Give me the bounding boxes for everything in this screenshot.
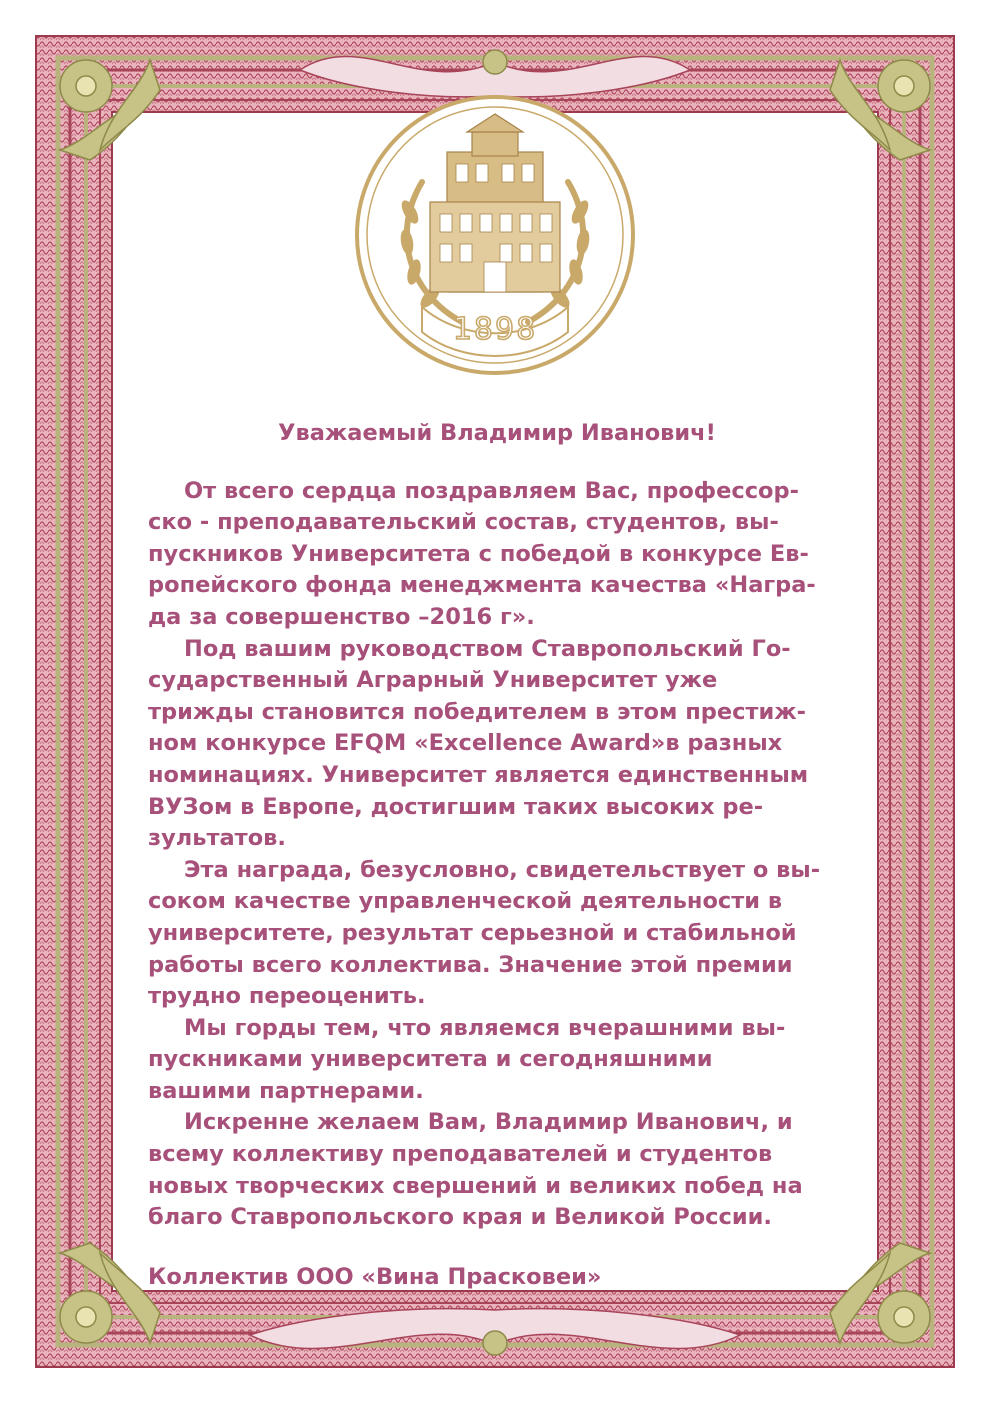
text-line: ско - преподавательский состав, студентов, вы- [148, 509, 779, 536]
text-line: университете, результат серьезной и стабильной [148, 919, 797, 946]
text-line: вашими партнерами. [148, 1077, 424, 1104]
text-line: Под вашим руководством Ставропольский Го- [184, 635, 791, 662]
text-line: Мы горды тем, что являемся вчерашними вы- [184, 1014, 786, 1041]
paragraph-3 [148, 855, 846, 1013]
text-line: работы всего коллектива. Значение этой премии [148, 951, 793, 978]
text-line: благо Ставропольского края и Великой России. [148, 1204, 772, 1231]
text-line: соком качестве управленческой деятельности в [148, 888, 783, 915]
signature: Коллектив ООО «Вина Прасковеи» [148, 1263, 602, 1290]
paragraph-1 [148, 476, 846, 634]
text-line: Эта награда, безусловно, свидетельствует о вы- [184, 856, 821, 883]
text-line: От всего сердца поздравляем Вас, профессор- [184, 477, 799, 504]
greeting: Уважаемый Владимир Иванович! [278, 420, 716, 446]
letter-body [148, 418, 846, 1293]
text-line: ропейского фонда менеджмента качества «Награ- [148, 572, 816, 599]
text-line: ном конкурсе EFQM «Excellence Award»в разных [148, 730, 783, 757]
university-emblem [352, 92, 638, 378]
text-line: трудно переоценить. [148, 983, 426, 1010]
text-line: всему коллективу преподавателей и студентов [148, 1141, 773, 1168]
text-line: Искренне желаем Вам, Владимир Иванович, и [184, 1109, 793, 1136]
paragraph-2 [148, 634, 846, 855]
text-line: трижды становится победителем в этом престиж- [148, 698, 806, 725]
text-line: зультатов. [148, 825, 286, 852]
text-line: пускников Университета с победой в конкурсе Ев- [148, 540, 809, 567]
text-line: номинациях. Университет является единственным [148, 761, 809, 788]
text-line: сударственный Аграрный Университет уже [148, 667, 718, 694]
paragraph-5 [148, 1107, 846, 1233]
text-line: ВУЗом в Европе, достигшим таких высоких ре- [148, 793, 764, 820]
paragraph-4 [148, 1013, 846, 1108]
text-line: новых творческих свершений и великих побед на [148, 1172, 803, 1199]
text-line: да за совершенство –2016 г». [148, 603, 535, 630]
emblem-year: 1898 [452, 312, 538, 347]
text-line: пускниками университета и сегодняшними [148, 1046, 713, 1073]
